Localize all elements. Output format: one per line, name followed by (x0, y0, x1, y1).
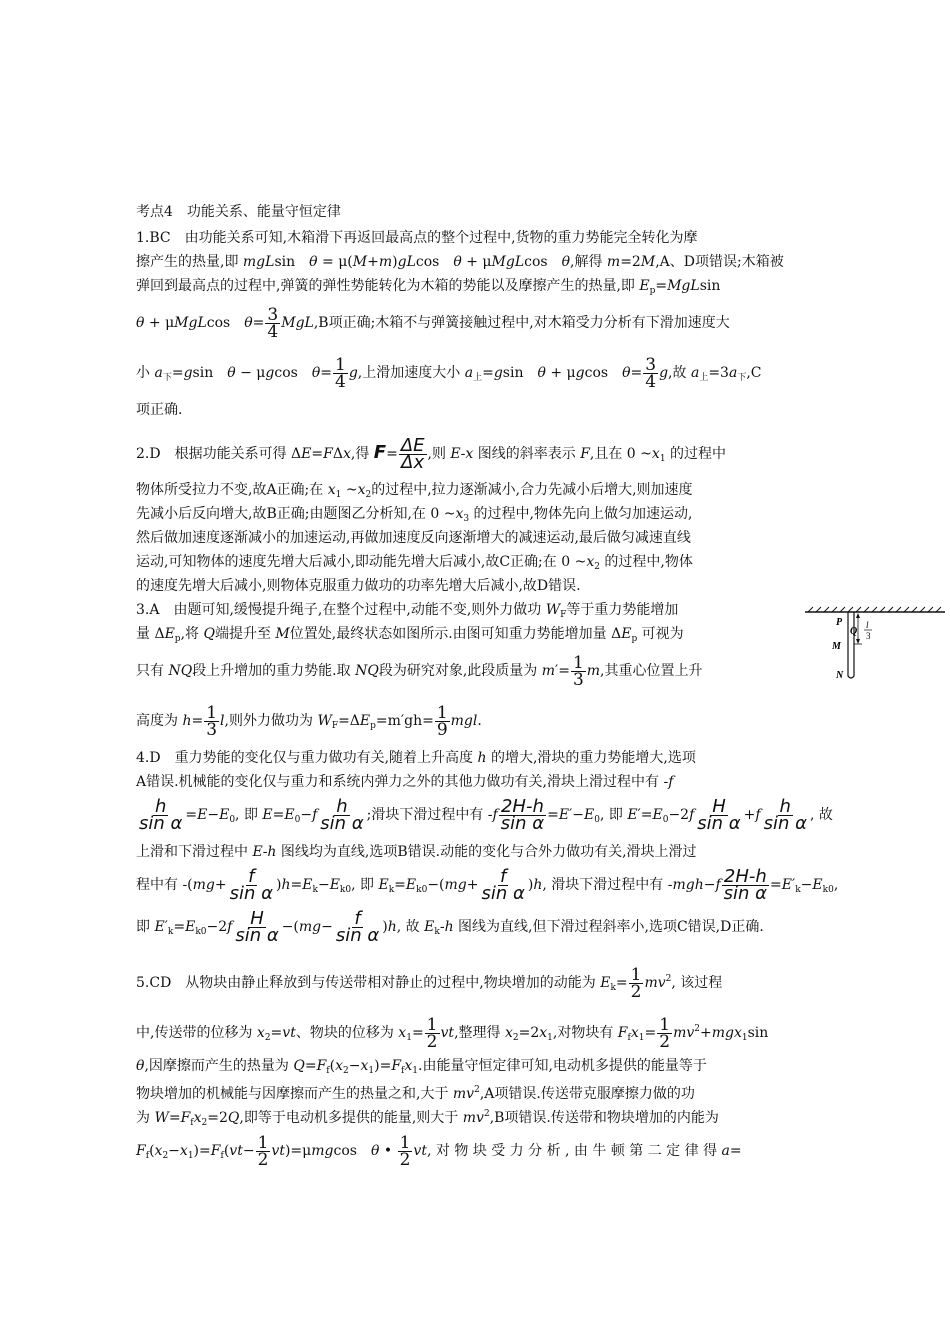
document-body (136, 200, 839, 1176)
answer-5-line1: 5.CD 从物块由静止释放到与传送带相对静止的过程中,物块增加的动能为 $E_k=$ $\frac{1}{2}$ $mv^2$, 该过程 (136, 964, 723, 1002)
answer-2-line4: 然后做加速度逐渐减小的加速运动,再做加速度反向逐渐增大的减速运动,最后做匀减速直线 (136, 530, 691, 546)
answer-2-line5: 运动,可知物体的速度先增大后减小,即动能先增大后减小,故C正确;在 0 $\sim x_2$ 的过程中,物体 (136, 554, 693, 572)
rope-diagram (800, 604, 950, 684)
answer-2-line2: 物体所受拉力不变,故A正确;在 $x_1$ $\sim x_2$的过程中,拉力逐渐减小,合力先减小后增大,则加速度 (136, 482, 693, 500)
label-P: P (836, 617, 843, 628)
dim-label-bottom: 3 (866, 631, 871, 641)
answer-1-line1: 1.BC 由功能关系可知,木箱滑下再返回最高点的整个过程中,货物的重力势能完全转化为摩 (136, 230, 698, 246)
answer-5-line4: 物块增加的机械能与因摩擦而产生的热量之和,大于 $mv^2,A$项错误.传送带克服摩擦力做的功 (136, 1085, 695, 1102)
answer-3-line3: 只有 NQ段上升增加的重力势能.取 NQ段为研究对象,此段质量为 m′= $\frac{1}{3}$ m,其重心位置上升 (136, 652, 703, 690)
answer-4-line1: 4.D 重力势能的变化仅与重力做功有关,随着上升高度 h 的增大,滑块的重力势能增大,选项 (136, 750, 696, 766)
answer-1-line6: 项正确. (136, 402, 183, 418)
answer-4-line3: $\frac{h}{\text{sin α}}$ $=E-E_0$, 即 $E=E_0-f$ $\frac{h}{\text{sin α}}$ ;滑块下滑过程中有 -f $\frac{2H-h}{\text{sin α}}$ $=E'-E_0$, 即 $E'=E_0-2f$ $\frac{H}{\text{sin α}}$ +f $\frac{h}{\text{sin α}}$ , 故 (139, 795, 833, 834)
answer-3-line2: 量 $\Delta E_p$,将 Q端提升至 M位置处,最终状态如图所示.由图可知重力势能增加量 $\Delta E_p$ 可视为 (136, 626, 684, 644)
answer-4-line6: 即 $E'_k=E_{k0}-2f$ $\frac{H}{\text{sin α}}$ −(mg− $\frac{f}{\text{sin α}}$ )h, 故 $E_k-h$ 图线为直线,但下滑过程斜率小,选项C错误,D正确. (136, 907, 764, 946)
answer-5-line5: 为 $W=F_fx_2=2Q$,即等于电动机多提供的能量,则大于 $mv^2,B$项错误.传送带和物块增加的内能为 (136, 1109, 719, 1128)
answer-4-line5: 程中有 -(mg+ $\frac{f}{\text{sin α}}$ )$h=E_k-E_{k0}$, 即 $E_k=E_{k0}-(mg+$ $\frac{f}{\text{sin α}}$ )h, 滑块下滑过程中有 -mgh−f $\frac{2H-h}{\text{sin α}}$ $=E'_k-E_{k0}$, (136, 865, 839, 904)
answer-3-line1: 3.A 由题可知,缓慢提升绳子,在整个过程中,动能不变,则外力做功 $W_F$等于重力势能增加 (136, 602, 679, 620)
answer-2-line3: 先减小后反向增大,故B正确;由题图乙分析知,在 0 $\sim x_3$ 的过程中,物体先向上做匀加速运动, (136, 506, 693, 524)
answer-1-line3: 弹回到最高点的过程中,弹簧的弹性势能转化为木箱的势能以及摩擦产生的热量,即 $E_p=MgLsin$ (136, 278, 721, 296)
label-M: M (832, 641, 841, 652)
answer-2-line1: 2.D 根据功能关系可得 ΔE=FΔx,得 F= $\frac{\Delta E}{\Delta x}$ ,则 E-x 图线的斜率表示 F,且在 0 $\sim x_1$ 的过程中 (136, 434, 726, 473)
answer-5-line6: $F_f(x_2-x_1)=F_f(vt-$ $\frac{1}{2}$ vt)=μmgcos θ • $\frac{1}{2}$ vt, 对 物 块 受 力 分 析 , 由 牛 顿 第 二 定 律 得 a= (136, 1132, 742, 1170)
answer-5-line3: θ,因摩擦而产生的热量为 $Q=F_f(x_2-x_1)=F_fx_1$.由能量守恒定律可知,电动机多提供的能量等于 (136, 1058, 707, 1076)
label-Q: Q (850, 626, 858, 637)
answer-1-line5: 小 $a_下=gsin$ θ − μgcos θ= $\frac{1}{4}$ g,上滑加速度大小 $a_上=gsin$ θ + μgcos θ= $\frac{3}{4}$ g,故 $a_上=3a_下,C$ (136, 354, 762, 392)
answer-4-line4: 上滑和下滑过程中 E-h 图线均为直线,选项B错误.动能的变化与合外力做功有关,滑块上滑过 (136, 844, 697, 860)
label-N: N (836, 670, 844, 681)
answer-4-line2: A错误.机械能的变化仅与重力和系统内弹力之外的其他力做功有关,滑块上滑过程中有 -f (136, 774, 674, 790)
answer-1-line2: 擦产生的热量,即 mgLsin θ = μ(M+m)gLcos θ + μMgLcos θ,解得 m=2M,A、D项错误;木箱被 (136, 254, 784, 270)
answer-1-line4: θ + μMgLcos θ= $\frac{3}{4}$ MgL,B项正确;木箱不与弹簧接触过程中,对木箱受力分析有下滑加速度大 (136, 304, 730, 342)
answer-5-line2: 中,传送带的位移为 $x_2=vt$、物块的位移为 $x_1=$ $\frac{1}{2}$ vt,整理得 $x_2=2x_1$,对物块有 $F_fx_1=$ $\frac{1}{2}$ $mv^2+mgx_1\sin$ (136, 1014, 769, 1052)
dim-label-top: l (866, 620, 869, 630)
section-title: 考点4 功能关系、能量守恒定律 (136, 204, 341, 220)
answer-3-line4: 高度为 h= $\frac{1}{3}$ l,则外力做功为 $W_F=\Delta E_p=m'gh=$ $\frac{1}{9}$ mgl. (136, 702, 482, 740)
answer-2-line6: 的速度先增大后减小,则物体克服重力做功的功率先增大后减小,故D错误. (136, 578, 581, 594)
